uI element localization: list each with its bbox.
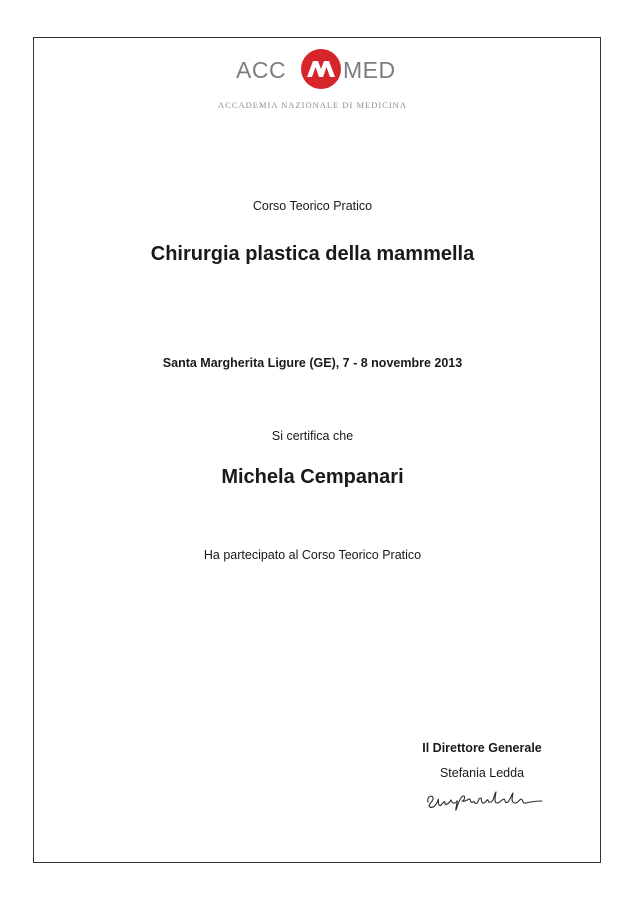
logo-right-text: MED: [343, 57, 396, 83]
accmed-m-circle-icon: [300, 48, 342, 90]
participation-statement: Ha partecipato al Corso Teorico Pratico: [203, 548, 422, 562]
location-date: Santa Margherita Ligure (GE), 7 - 8 novembre 2013: [162, 356, 463, 370]
accmed-logo: [0, 48, 625, 118]
handwritten-signature: [424, 788, 548, 814]
course-title: Chirurgia plastica della mammella: [150, 243, 475, 265]
logo-left-text: ACC: [236, 57, 287, 83]
logo-subtitle: ACCADEMIA NAZIONALE DI MEDICINA: [218, 100, 407, 110]
logo-wordmark: [236, 48, 406, 96]
recipient-name: Michela Cempanari: [221, 466, 404, 488]
signatory-role: Il Direttore Generale: [422, 741, 542, 755]
course-type: Corso Teorico Pratico: [252, 199, 373, 213]
certificate-border: [33, 37, 601, 863]
certifies-statement: Si certifica che: [271, 429, 354, 443]
signatory-name: Stefania Ledda: [439, 766, 525, 780]
